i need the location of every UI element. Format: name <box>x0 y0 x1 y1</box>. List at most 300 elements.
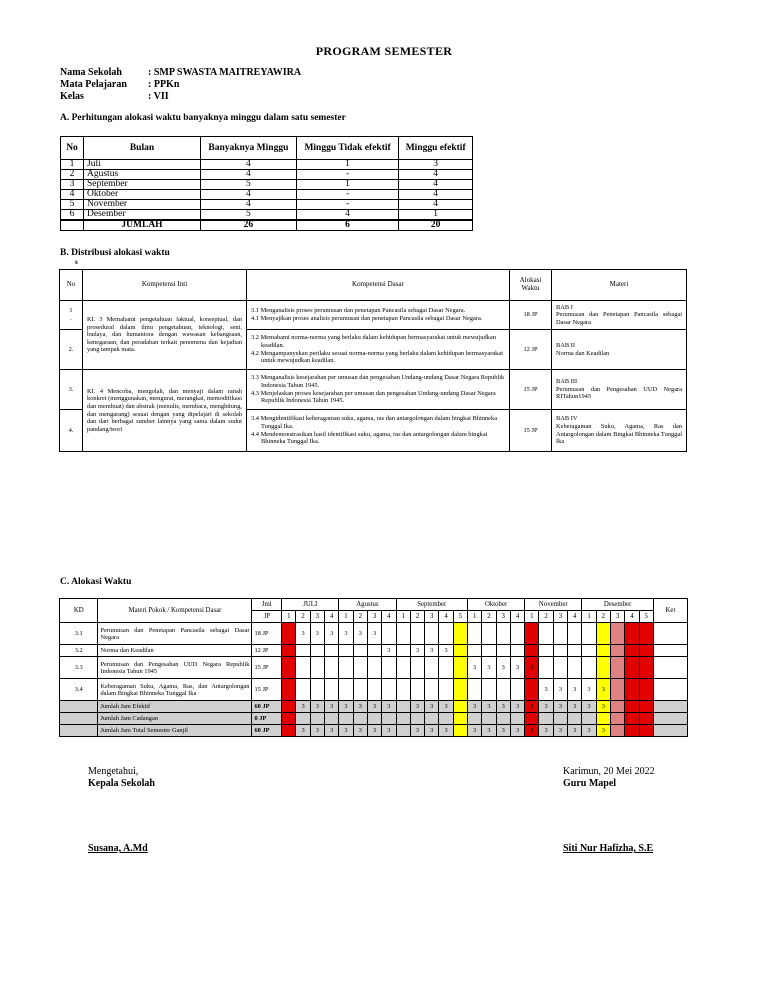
week-cell <box>610 713 624 725</box>
week-cell <box>339 679 353 701</box>
table-cell: 2 <box>61 170 84 180</box>
col-header: Banyaknya Minggu <box>201 137 297 160</box>
week-number: 2 <box>482 611 496 623</box>
kd-code: 3.1 <box>60 623 98 645</box>
week-cell <box>482 713 496 725</box>
week-cell: 3 <box>439 701 453 713</box>
kd-cell <box>247 330 510 370</box>
week-cell <box>310 645 324 657</box>
week-cell <box>282 713 296 725</box>
week-cell <box>382 713 396 725</box>
table-cell: 1 <box>61 160 84 170</box>
week-cell: 3 <box>367 701 381 713</box>
week-cell <box>353 645 367 657</box>
week-cell <box>410 657 424 679</box>
week-cell <box>296 645 310 657</box>
kd-header: KD <box>60 599 98 623</box>
total-row <box>61 220 473 231</box>
kd-code: 3.3 <box>60 657 98 679</box>
week-cell <box>596 657 610 679</box>
teacher-name: Siti Nur Hafizha, S.E <box>563 843 654 854</box>
jml-header: Jml <box>252 599 282 611</box>
section-c-heading: C. Alokasi Waktu <box>60 577 132 587</box>
week-cell <box>439 713 453 725</box>
ket-header: Ket <box>653 599 687 623</box>
jp-value: 18 JP <box>252 623 282 645</box>
table-cell: - <box>296 200 399 210</box>
kd-code: 3.4 <box>60 679 98 701</box>
week-cell <box>596 645 610 657</box>
week-cell <box>525 623 539 645</box>
week-cell: 3 <box>582 725 596 737</box>
week-cell: 3 <box>325 725 339 737</box>
week-cell <box>496 713 510 725</box>
ket-cell <box>653 679 687 701</box>
week-cell: 3 <box>410 701 424 713</box>
week-cell <box>325 645 339 657</box>
week-cell <box>525 645 539 657</box>
school-info <box>60 67 301 103</box>
week-cell: 3 <box>339 701 353 713</box>
week-cell <box>453 725 467 737</box>
week-cell <box>325 713 339 725</box>
week-cell <box>396 701 410 713</box>
week-cell <box>410 713 424 725</box>
week-cell <box>625 623 639 645</box>
week-cell <box>396 679 410 701</box>
week-number: 4 <box>568 611 582 623</box>
kd-item: 4.1 Menyajikan proses analisis perumusan dan penetapan Pancasila sebagai Dasar Negara. <box>251 315 483 322</box>
week-cell <box>639 701 653 713</box>
week-cell: 3 <box>367 623 381 645</box>
ket-cell <box>653 701 687 713</box>
info-value: : PPKn <box>148 79 180 90</box>
materi-cell <box>552 330 687 370</box>
table-cell: 4 <box>201 200 297 210</box>
week-number: 4 <box>510 611 524 623</box>
col-header: Materi <box>552 270 687 301</box>
month-header: November <box>525 599 582 611</box>
week-cell <box>310 679 324 701</box>
week-cell: 3 <box>439 725 453 737</box>
week-cell <box>382 623 396 645</box>
materi-title: Perumusan dan Penetapan Pancasila sebagai Dasar Negara <box>556 311 682 326</box>
week-cell <box>582 713 596 725</box>
materi-cell <box>552 410 687 452</box>
week-cell: 3 <box>510 725 524 737</box>
info-label: Kelas <box>60 91 84 102</box>
col-header: No <box>60 270 83 301</box>
summary-blank <box>60 713 98 725</box>
week-cell <box>510 679 524 701</box>
week-cell <box>510 623 524 645</box>
kd-item: 3.4 Mengidentifikasi keberagaman suku, agama, ras dan antargolongan dalam bingkai Bhinneka Tunggal Ika. <box>251 415 498 430</box>
page-title: PROGRAM SEMESTER <box>315 44 453 58</box>
week-cell <box>610 679 624 701</box>
materi-header: Materi Pokok / Kompetensi Dasar <box>98 599 252 623</box>
summary-blank <box>60 701 98 713</box>
week-cell <box>539 657 553 679</box>
week-cell: 3 <box>510 701 524 713</box>
summary-row <box>60 725 688 737</box>
summary-row <box>60 701 688 713</box>
week-cell: 3 <box>539 701 553 713</box>
ket-cell <box>653 645 687 657</box>
week-number: 4 <box>625 611 639 623</box>
week-cell <box>310 657 324 679</box>
week-cell <box>310 713 324 725</box>
teacher-title: Guru Mapel <box>563 778 617 789</box>
week-cell <box>425 623 439 645</box>
week-cell <box>639 657 653 679</box>
week-cell <box>510 645 524 657</box>
week-cell <box>353 713 367 725</box>
ki4-cell: KI. 4 Mencoba, mengolah, dan menyaji dalam ranah konkret (menggunakan, mengurai, merangkai, memodifikasi dan membuat) dan abstrak (menulis, membaca, menghitung, dan mengarang) sesuai dengan yang dipelajari di sekolah dan dari berbagai sumber lainnya yang sama dalam sudut pandang/teori <box>83 370 247 452</box>
materi-bab: BAB I <box>556 303 573 311</box>
week-cell: 3 <box>353 701 367 713</box>
week-cell <box>553 657 567 679</box>
week-cell: 3 <box>425 645 439 657</box>
jp-value: 15 JP <box>252 657 282 679</box>
week-cell <box>325 657 339 679</box>
row-no: 1 . <box>60 301 83 330</box>
table-cell: Agustus <box>84 170 201 180</box>
week-cell <box>439 623 453 645</box>
table-cell: 4 <box>201 170 297 180</box>
week-cell <box>453 701 467 713</box>
kd-item: 4.3 Menjelaskan proses kesejarahan per umusan dan pengesahan Undang-undang Dasar Negara Republik Indonesia Tahun 1945. <box>251 389 496 405</box>
materi-cell <box>552 301 687 330</box>
week-cell <box>582 623 596 645</box>
table-cell: 3 <box>61 180 84 190</box>
week-cell <box>625 701 639 713</box>
jp-cell: 15 JP <box>510 410 552 452</box>
week-cell: 3 <box>296 623 310 645</box>
week-cell <box>353 679 367 701</box>
week-cell <box>468 713 482 725</box>
week-number: 4 <box>325 611 339 623</box>
materi-name: Perumusan dan Penetapan Pancasila sebagai Dasar Negara <box>98 623 252 645</box>
table-cell: 4 <box>399 190 473 200</box>
acknowledge-text: Mengetahui, <box>88 766 139 777</box>
info-value: : SMP SWASTA MAITREYAWIRA <box>148 67 302 78</box>
week-cell <box>453 623 467 645</box>
table-row <box>61 160 473 170</box>
table-cell: Oktober <box>84 190 201 200</box>
week-cell <box>282 645 296 657</box>
week-cell <box>539 713 553 725</box>
week-cell <box>568 713 582 725</box>
ket-cell <box>653 623 687 645</box>
week-cell <box>610 645 624 657</box>
table-cell: 5 <box>201 210 297 221</box>
week-cell: 3 <box>310 623 324 645</box>
week-cell: 3 <box>382 701 396 713</box>
table-cell: November <box>84 200 201 210</box>
week-cell <box>425 713 439 725</box>
table-cell <box>61 220 84 231</box>
week-cell <box>568 657 582 679</box>
week-cell <box>553 713 567 725</box>
week-cell <box>568 645 582 657</box>
week-cell: 3 <box>553 701 567 713</box>
table-row <box>61 210 473 221</box>
week-number: 1 <box>525 611 539 623</box>
week-number: 1 <box>396 611 410 623</box>
week-cell <box>625 657 639 679</box>
signature-left <box>88 766 155 790</box>
week-cell: 3 <box>596 679 610 701</box>
table-cell: 26 <box>201 220 297 231</box>
week-cell: 3 <box>496 657 510 679</box>
week-cell <box>396 623 410 645</box>
week-cell <box>610 657 624 679</box>
week-cell <box>282 657 296 679</box>
week-number: 2 <box>596 611 610 623</box>
week-cell <box>382 679 396 701</box>
week-cell: 3 <box>510 657 524 679</box>
week-cell: 3 <box>425 701 439 713</box>
week-number: 4 <box>439 611 453 623</box>
schedule-table <box>59 598 688 737</box>
week-cell: 3 <box>525 657 539 679</box>
summary-jp: 60 JP <box>252 725 282 737</box>
week-cell: 3 <box>468 725 482 737</box>
week-cell <box>453 645 467 657</box>
week-cell <box>610 701 624 713</box>
week-cell <box>525 679 539 701</box>
info-label: Nama Sekolah <box>60 67 122 78</box>
week-cell: 3 <box>568 701 582 713</box>
summary-blank <box>60 725 98 737</box>
week-cell <box>468 623 482 645</box>
kd-cell <box>247 301 510 330</box>
materi-bab: BAB IV <box>556 415 578 423</box>
week-cell <box>425 679 439 701</box>
table-cell: 4 <box>201 160 297 170</box>
week-cell: 3 <box>553 725 567 737</box>
col-header: Bulan <box>84 137 201 160</box>
jp-value: 15 JP <box>252 679 282 701</box>
week-cell <box>568 623 582 645</box>
table-cell: 4 <box>201 190 297 200</box>
materi-title: Keberagaman Suku, Agama, Ras dan Antargolongan dalam Bingkai Bhinneka Tunggal Ika <box>556 422 682 446</box>
week-cell: 3 <box>382 725 396 737</box>
week-cell: 3 <box>525 725 539 737</box>
week-cell: 3 <box>539 725 553 737</box>
week-cell <box>468 645 482 657</box>
table-row <box>60 679 688 701</box>
week-cell: 3 <box>353 725 367 737</box>
summary-label: Jumlah Jam Efektif <box>98 701 252 713</box>
week-cell <box>296 657 310 679</box>
week-cell <box>410 679 424 701</box>
section-a-heading: A. Perhitungan alokasi waktu banyaknya minggu dalam satu semester <box>60 113 346 123</box>
distribution-table <box>59 269 687 452</box>
materi-title: Norma dan Keadilan <box>556 349 610 357</box>
week-cell <box>625 725 639 737</box>
table-cell: 1 <box>399 210 473 221</box>
week-cell: 3 <box>553 679 567 701</box>
week-cell <box>596 623 610 645</box>
summary-label: Jumlah Jam Cadangan <box>98 713 252 725</box>
week-cell <box>482 645 496 657</box>
week-cell <box>610 725 624 737</box>
week-cell <box>468 679 482 701</box>
week-cell <box>596 713 610 725</box>
table-cell: - <box>296 170 399 180</box>
week-cell <box>610 623 624 645</box>
summary-label: Jumlah Jam Total Semester Ganjil <box>98 725 252 737</box>
week-cell <box>410 623 424 645</box>
week-cell <box>539 623 553 645</box>
table-cell: 4 <box>399 180 473 190</box>
week-cell <box>425 657 439 679</box>
jp-value: 12 JP <box>252 645 282 657</box>
jp-header: JP <box>252 611 282 623</box>
signature-right <box>563 766 655 790</box>
col-header: Kompetensi Dasar <box>247 270 510 301</box>
table-row <box>60 657 688 679</box>
week-cell <box>525 713 539 725</box>
week-cell: 3 <box>496 725 510 737</box>
week-number: 3 <box>496 611 510 623</box>
table-cell: 5 <box>61 200 84 210</box>
ki3-cell: KI. 3 Memahami pengetahuan faktual, konseptual, dan prosedural dalam ilmu pengetahuan, teknologi, seni, budaya, dan humaniora dengan wawasan kebangsaan, kenegaraan, dan peradaban terkait penomena dan kejadian yang tampak mata. <box>83 301 247 370</box>
table-cell: 20 <box>399 220 473 231</box>
week-cell <box>639 645 653 657</box>
week-cell: 3 <box>339 623 353 645</box>
week-number: 3 <box>553 611 567 623</box>
week-cell: 3 <box>582 679 596 701</box>
week-cell <box>539 645 553 657</box>
week-cell: 3 <box>482 701 496 713</box>
table-cell: 4 <box>399 200 473 210</box>
jp-cell: 12 JP <box>510 330 552 370</box>
week-cell <box>396 725 410 737</box>
table-row <box>60 623 688 645</box>
week-cell <box>439 657 453 679</box>
week-cell <box>367 645 381 657</box>
week-cell: 3 <box>468 657 482 679</box>
week-cell <box>453 657 467 679</box>
table-row <box>61 200 473 210</box>
week-cell: 3 <box>496 701 510 713</box>
week-number: 1 <box>468 611 482 623</box>
kd-item: 3.1 Menganalisis proses perumusan dan penetapan Pancasila sebagai Dasar Negara. <box>251 307 466 315</box>
week-cell <box>625 679 639 701</box>
week-number: 4 <box>382 611 396 623</box>
month-header: September <box>396 599 467 611</box>
week-cell <box>439 679 453 701</box>
week-cell: 3 <box>410 645 424 657</box>
week-cell <box>510 713 524 725</box>
week-cell: 3 <box>439 645 453 657</box>
week-cell <box>582 645 596 657</box>
place-date: Karimun, 20 Mei 2022 <box>563 766 655 777</box>
week-number: 1 <box>282 611 296 623</box>
week-cell <box>396 645 410 657</box>
ket-cell <box>653 725 687 737</box>
table-cell: Juli <box>84 160 201 170</box>
week-cell <box>482 623 496 645</box>
table-cell: 5 <box>201 180 297 190</box>
week-cell: 3 <box>310 701 324 713</box>
week-cell: 3 <box>325 623 339 645</box>
week-cell <box>282 701 296 713</box>
table-cell: 6 <box>296 220 399 231</box>
materi-name: Perumusan dan Pengesahan UUD Negara Republik Indonesia Tahun 1945 <box>98 657 252 679</box>
materi-bab: BAB II <box>556 341 575 349</box>
week-cell <box>639 623 653 645</box>
week-cell: 3 <box>539 679 553 701</box>
col-header: No <box>61 137 84 160</box>
jp-cell: 15 JP <box>510 370 552 410</box>
week-cell: 3 <box>296 701 310 713</box>
week-cell: 3 <box>325 701 339 713</box>
week-cell: 3 <box>410 725 424 737</box>
week-cell <box>339 713 353 725</box>
header-row <box>60 599 688 611</box>
table-cell: 1 <box>296 160 399 170</box>
kd-item: 3.2 Memahami norma-norma yang berlaku dalam kehidupan bermasyarakat untuk mewujudkan keadilan. <box>251 334 496 349</box>
week-number: 5 <box>639 611 653 623</box>
table-cell: September <box>84 180 201 190</box>
week-cell: 3 <box>296 725 310 737</box>
month-header: Desember <box>582 599 653 611</box>
week-cell <box>325 679 339 701</box>
ket-cell <box>653 657 687 679</box>
materi-cell <box>552 370 687 410</box>
table-cell: 6 <box>61 210 84 221</box>
week-cell <box>639 679 653 701</box>
week-cell: 3 <box>367 725 381 737</box>
week-number: 3 <box>367 611 381 623</box>
info-value: : VII <box>148 91 169 102</box>
materi-title: Perumusan dan Pengesahan UUD Negara RITahun1945 <box>556 385 682 401</box>
table-row <box>61 180 473 190</box>
month-header: Oktober <box>468 599 525 611</box>
week-cell: 3 <box>482 657 496 679</box>
week-cell <box>339 645 353 657</box>
month-header: JULI <box>282 599 339 611</box>
week-cell <box>496 645 510 657</box>
week-cell: 3 <box>468 701 482 713</box>
week-cell <box>625 713 639 725</box>
week-cell <box>339 657 353 679</box>
week-cell <box>639 725 653 737</box>
col-header: Minggu efektif <box>399 137 473 160</box>
row-no: 2. <box>60 330 83 370</box>
week-number: 1 <box>339 611 353 623</box>
week-cell <box>382 657 396 679</box>
week-number: 2 <box>296 611 310 623</box>
week-cell <box>353 657 367 679</box>
week-cell <box>496 623 510 645</box>
week-cell: 3 <box>582 701 596 713</box>
table-cell: 1 <box>296 180 399 190</box>
materi-name: Norma dan Keadilan <box>98 645 252 657</box>
table-cell: Desember <box>84 210 201 221</box>
week-cell <box>296 679 310 701</box>
table-cell: - <box>296 190 399 200</box>
ket-cell <box>653 713 687 725</box>
week-count-table <box>60 136 473 231</box>
summary-jp: 60 JP <box>252 701 282 713</box>
week-number: 2 <box>539 611 553 623</box>
table-row <box>61 170 473 180</box>
table-cell: 4 <box>399 170 473 180</box>
